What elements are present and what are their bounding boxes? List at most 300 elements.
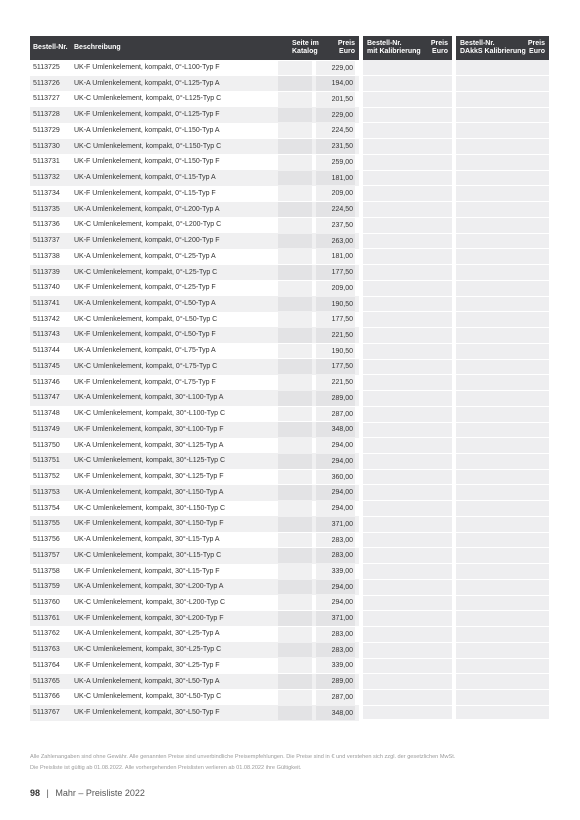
row-divider bbox=[456, 359, 549, 360]
preis-cell: 348,00 bbox=[316, 706, 355, 721]
beschreibung-cell: UK-F Umlenkelement, kompakt, 30°-L150-Typ F bbox=[74, 520, 224, 528]
bestell-nr-cell: 5113726 bbox=[33, 79, 60, 87]
beschreibung-cell: UK-A Umlenkelement, kompakt, 0°-L125-Typ A bbox=[74, 79, 220, 87]
seite-cell bbox=[278, 501, 312, 516]
row-divider bbox=[456, 437, 549, 438]
row-divider bbox=[456, 138, 549, 139]
seite-cell bbox=[278, 218, 312, 233]
bestell-nr-cell: 5113765 bbox=[33, 677, 60, 685]
table-header-dakks bbox=[456, 36, 549, 60]
bestell-nr-cell: 5113727 bbox=[33, 95, 60, 103]
beschreibung-cell: UK-C Umlenkelement, kompakt, 0°-L25-Typ C bbox=[74, 268, 218, 276]
row-divider bbox=[363, 264, 452, 265]
header-seite-im-katalog: Seite im Katalog bbox=[292, 40, 319, 55]
beschreibung-cell: UK-C Umlenkelement, kompakt, 30°-L25-Typ C bbox=[74, 646, 222, 654]
table-row bbox=[30, 564, 359, 580]
bestell-nr-cell: 5113740 bbox=[33, 284, 60, 292]
beschreibung-cell: UK-F Umlenkelement, kompakt, 30°-L125-Typ F bbox=[74, 473, 224, 481]
row-divider bbox=[363, 107, 452, 108]
preis-cell: 224,50 bbox=[316, 202, 355, 217]
row-divider bbox=[456, 390, 549, 391]
beschreibung-cell: UK-F Umlenkelement, kompakt, 0°-L25-Typ F bbox=[74, 284, 216, 292]
table-row bbox=[30, 217, 359, 233]
table-row bbox=[30, 438, 359, 454]
page-number: 98 bbox=[30, 788, 41, 798]
row-divider bbox=[456, 547, 549, 548]
beschreibung-cell: UK-C Umlenkelement, kompakt, 0°-L50-Typ C bbox=[74, 315, 218, 323]
table-row bbox=[30, 611, 359, 627]
bestell-nr-cell: 5113734 bbox=[33, 189, 60, 197]
beschreibung-cell: UK-F Umlenkelement, kompakt, 30°-L15-Typ F bbox=[74, 567, 220, 575]
preis-cell: 289,00 bbox=[316, 674, 355, 689]
table-row bbox=[30, 422, 359, 438]
row-divider bbox=[363, 484, 452, 485]
table-row bbox=[30, 485, 359, 501]
beschreibung-cell: UK-C Umlenkelement, kompakt, 30°-L200-Typ C bbox=[74, 598, 226, 606]
seite-cell bbox=[278, 108, 312, 123]
beschreibung-cell: UK-A Umlenkelement, kompakt, 0°-L75-Typ A bbox=[74, 347, 216, 355]
row-divider bbox=[363, 516, 452, 517]
beschreibung-cell: UK-F Umlenkelement, kompakt, 30°-L200-Typ F bbox=[74, 614, 224, 622]
preis-cell: 294,00 bbox=[316, 595, 355, 610]
table-row bbox=[30, 658, 359, 674]
bestell-nr-cell: 5113762 bbox=[33, 630, 60, 638]
row-divider bbox=[456, 689, 549, 690]
seite-cell bbox=[278, 297, 312, 312]
seite-cell bbox=[278, 202, 312, 217]
table-row bbox=[30, 453, 359, 469]
row-divider bbox=[363, 626, 452, 627]
bestell-nr-cell: 5113759 bbox=[33, 583, 60, 591]
beschreibung-cell: UK-C Umlenkelement, kompakt, 30°-L150-Typ C bbox=[74, 504, 226, 512]
table-row bbox=[30, 406, 359, 422]
row-divider bbox=[363, 453, 452, 454]
seite-cell bbox=[278, 485, 312, 500]
row-divider bbox=[363, 91, 452, 92]
bestell-nr-cell: 5113758 bbox=[33, 567, 60, 575]
preis-cell: 371,00 bbox=[316, 611, 355, 626]
table-row bbox=[30, 249, 359, 265]
header-bestell-nr-kalibrierung: Bestell-Nr. mit Kalibrierung bbox=[367, 40, 421, 55]
seite-cell bbox=[278, 61, 312, 76]
seite-cell bbox=[278, 312, 312, 327]
seite-cell bbox=[278, 328, 312, 343]
row-divider bbox=[456, 532, 549, 533]
preis-cell: 283,00 bbox=[316, 533, 355, 548]
row-divider bbox=[456, 484, 549, 485]
bestell-nr-cell: 5113731 bbox=[33, 158, 60, 166]
table-row bbox=[30, 76, 359, 92]
header-bestell-nr: Bestell-Nr. bbox=[33, 44, 68, 51]
row-divider bbox=[456, 374, 549, 375]
table-row bbox=[30, 359, 359, 375]
row-divider bbox=[363, 689, 452, 690]
bestell-nr-cell: 5113746 bbox=[33, 378, 60, 386]
row-divider bbox=[456, 563, 549, 564]
preis-cell: 221,50 bbox=[316, 375, 355, 390]
bestell-nr-cell: 5113766 bbox=[33, 693, 60, 701]
bestell-nr-cell: 5113755 bbox=[33, 520, 60, 528]
beschreibung-cell: UK-A Umlenkelement, kompakt, 30°-L25-Typ A bbox=[74, 630, 220, 638]
preis-cell: 259,00 bbox=[316, 155, 355, 170]
beschreibung-cell: UK-C Umlenkelement, kompakt, 0°-L125-Typ C bbox=[74, 95, 222, 103]
row-divider bbox=[456, 610, 549, 611]
bestell-nr-cell: 5113744 bbox=[33, 347, 60, 355]
beschreibung-cell: UK-A Umlenkelement, kompakt, 0°-L25-Typ A bbox=[74, 252, 216, 260]
row-divider bbox=[363, 406, 452, 407]
seite-cell bbox=[278, 344, 312, 359]
preis-cell: 190,50 bbox=[316, 297, 355, 312]
beschreibung-cell: UK-F Umlenkelement, kompakt, 0°-L50-Typ F bbox=[74, 331, 216, 339]
table-row bbox=[30, 312, 359, 328]
table-row bbox=[30, 91, 359, 107]
table-row bbox=[30, 674, 359, 690]
preis-cell: 287,00 bbox=[316, 407, 355, 422]
table-row bbox=[30, 469, 359, 485]
row-divider bbox=[363, 154, 452, 155]
seite-cell bbox=[278, 391, 312, 406]
bestell-nr-cell: 5113749 bbox=[33, 425, 60, 433]
bestell-nr-cell: 5113742 bbox=[33, 315, 60, 323]
beschreibung-cell: UK-C Umlenkelement, kompakt, 30°-L15-Typ C bbox=[74, 551, 222, 559]
row-divider bbox=[456, 311, 549, 312]
footer-validity: Die Preisliste ist gültig ab 01.08.2022. Alle vorhergehenden Preislisten verlieren ab 01.08.2022 ihre Gültigkeit. bbox=[30, 765, 302, 771]
row-divider bbox=[363, 343, 452, 344]
row-divider bbox=[456, 185, 549, 186]
beschreibung-cell: UK-F Umlenkelement, kompakt, 0°-L125-Typ F bbox=[74, 111, 220, 119]
table-row bbox=[30, 579, 359, 595]
row-divider bbox=[363, 579, 452, 580]
bestell-nr-cell: 5113764 bbox=[33, 661, 60, 669]
preis-cell: 181,00 bbox=[316, 171, 355, 186]
seite-cell bbox=[278, 627, 312, 642]
beschreibung-cell: UK-C Umlenkelement, kompakt, 0°-L75-Typ C bbox=[74, 362, 218, 370]
row-divider bbox=[363, 658, 452, 659]
beschreibung-cell: UK-C Umlenkelement, kompakt, 30°-L125-Typ C bbox=[74, 457, 226, 465]
seite-cell bbox=[278, 470, 312, 485]
preis-cell: 177,50 bbox=[316, 312, 355, 327]
row-divider bbox=[456, 296, 549, 297]
table-row bbox=[30, 595, 359, 611]
header-preis-euro: Preis Euro bbox=[337, 40, 355, 55]
seite-cell bbox=[278, 674, 312, 689]
header-bestell-nr-dakks: Bestell-Nr. DAkkS Kalibrierung bbox=[460, 40, 526, 55]
bestell-nr-cell: 5113737 bbox=[33, 237, 60, 245]
row-divider bbox=[456, 91, 549, 92]
seite-cell bbox=[278, 186, 312, 201]
bestell-nr-cell: 5113736 bbox=[33, 221, 60, 229]
preis-cell: 221,50 bbox=[316, 328, 355, 343]
bestell-nr-cell: 5113757 bbox=[33, 551, 60, 559]
row-divider bbox=[456, 453, 549, 454]
seite-cell bbox=[278, 454, 312, 469]
row-divider bbox=[363, 122, 452, 123]
row-divider bbox=[363, 217, 452, 218]
row-divider bbox=[363, 673, 452, 674]
bestell-nr-cell: 5113745 bbox=[33, 362, 60, 370]
preis-cell: 339,00 bbox=[316, 564, 355, 579]
seite-cell bbox=[278, 249, 312, 264]
dakks-column bbox=[456, 60, 549, 719]
bestell-nr-cell: 5113753 bbox=[33, 488, 60, 496]
preis-cell: 289,00 bbox=[316, 391, 355, 406]
row-divider bbox=[456, 280, 549, 281]
table-row bbox=[30, 154, 359, 170]
table-row bbox=[30, 296, 359, 312]
table-row bbox=[30, 123, 359, 139]
table-row bbox=[30, 280, 359, 296]
seite-cell bbox=[278, 533, 312, 548]
row-divider bbox=[363, 138, 452, 139]
row-divider bbox=[456, 343, 549, 344]
row-divider bbox=[363, 75, 452, 76]
bestell-nr-cell: 5113743 bbox=[33, 331, 60, 339]
bestell-nr-cell: 5113729 bbox=[33, 126, 60, 134]
beschreibung-cell: UK-C Umlenkelement, kompakt, 30°-L50-Typ C bbox=[74, 693, 222, 701]
header-beschreibung: Beschreibung bbox=[74, 44, 121, 51]
seite-cell bbox=[278, 92, 312, 107]
preis-cell: 263,00 bbox=[316, 234, 355, 249]
bestell-nr-cell: 5113767 bbox=[33, 709, 60, 717]
bestell-nr-cell: 5113739 bbox=[33, 268, 60, 276]
preis-cell: 190,50 bbox=[316, 344, 355, 359]
table-row bbox=[30, 343, 359, 359]
beschreibung-cell: UK-C Umlenkelement, kompakt, 0°-L200-Typ C bbox=[74, 221, 222, 229]
header-preis-euro-dakks: Preis Euro bbox=[527, 40, 545, 55]
row-divider bbox=[456, 327, 549, 328]
table-row bbox=[30, 265, 359, 281]
table-row bbox=[30, 170, 359, 186]
row-divider bbox=[363, 563, 452, 564]
bestell-nr-cell: 5113741 bbox=[33, 300, 60, 308]
row-divider bbox=[456, 170, 549, 171]
row-divider bbox=[456, 233, 549, 234]
preis-cell: 177,50 bbox=[316, 265, 355, 280]
row-divider bbox=[363, 327, 452, 328]
seite-cell bbox=[278, 375, 312, 390]
table-row bbox=[30, 327, 359, 343]
preis-cell: 209,00 bbox=[316, 186, 355, 201]
row-divider bbox=[363, 390, 452, 391]
preis-cell: 287,00 bbox=[316, 690, 355, 705]
row-divider bbox=[363, 705, 452, 706]
table-row bbox=[30, 532, 359, 548]
beschreibung-cell: UK-F Umlenkelement, kompakt, 30°-L50-Typ F bbox=[74, 709, 220, 717]
preis-cell: 339,00 bbox=[316, 658, 355, 673]
row-divider bbox=[363, 248, 452, 249]
preis-cell: 229,00 bbox=[316, 61, 355, 76]
row-divider bbox=[363, 610, 452, 611]
beschreibung-cell: UK-F Umlenkelement, kompakt, 0°-L150-Typ F bbox=[74, 158, 220, 166]
beschreibung-cell: UK-A Umlenkelement, kompakt, 30°-L100-Typ A bbox=[74, 394, 224, 402]
beschreibung-cell: UK-C Umlenkelement, kompakt, 0°-L150-Typ C bbox=[74, 142, 222, 150]
beschreibung-cell: UK-A Umlenkelement, kompakt, 30°-L50-Typ A bbox=[74, 677, 220, 685]
beschreibung-cell: UK-C Umlenkelement, kompakt, 30°-L100-Typ C bbox=[74, 410, 226, 418]
beschreibung-cell: UK-A Umlenkelement, kompakt, 0°-L200-Typ A bbox=[74, 205, 220, 213]
row-divider bbox=[456, 75, 549, 76]
row-divider bbox=[456, 248, 549, 249]
footer-separator: | bbox=[46, 788, 49, 798]
seite-cell bbox=[278, 171, 312, 186]
preis-cell: 371,00 bbox=[316, 517, 355, 532]
table-header-kalibrierung bbox=[363, 36, 452, 60]
seite-cell bbox=[278, 407, 312, 422]
table-row bbox=[30, 60, 359, 76]
preis-cell: 294,00 bbox=[316, 485, 355, 500]
bestell-nr-cell: 5113754 bbox=[33, 504, 60, 512]
preis-cell: 201,50 bbox=[316, 92, 355, 107]
beschreibung-cell: UK-F Umlenkelement, kompakt, 30°-L100-Typ F bbox=[74, 425, 224, 433]
preis-cell: 348,00 bbox=[316, 422, 355, 437]
row-divider bbox=[456, 422, 549, 423]
row-divider bbox=[456, 107, 549, 108]
row-divider bbox=[363, 359, 452, 360]
table-row bbox=[30, 233, 359, 249]
seite-cell bbox=[278, 281, 312, 296]
table-row bbox=[30, 689, 359, 705]
price-table-body bbox=[30, 60, 359, 721]
preis-cell: 237,50 bbox=[316, 218, 355, 233]
seite-cell bbox=[278, 265, 312, 280]
row-divider bbox=[363, 201, 452, 202]
preis-cell: 294,00 bbox=[316, 580, 355, 595]
seite-cell bbox=[278, 76, 312, 91]
preis-cell: 229,00 bbox=[316, 108, 355, 123]
table-row bbox=[30, 202, 359, 218]
row-divider bbox=[363, 469, 452, 470]
bestell-nr-cell: 5113725 bbox=[33, 64, 60, 71]
row-divider bbox=[456, 469, 549, 470]
seite-cell bbox=[278, 643, 312, 658]
seite-cell bbox=[278, 706, 312, 721]
beschreibung-cell: UK-F Umlenkelement, kompakt, 0°-L200-Typ F bbox=[74, 237, 220, 245]
table-header-main bbox=[30, 36, 359, 60]
table-row bbox=[30, 516, 359, 532]
bestell-nr-cell: 5113738 bbox=[33, 252, 60, 260]
row-divider bbox=[456, 595, 549, 596]
seite-cell bbox=[278, 690, 312, 705]
preis-cell: 181,00 bbox=[316, 249, 355, 264]
table-row bbox=[30, 186, 359, 202]
bestell-nr-cell: 5113760 bbox=[33, 598, 60, 606]
row-divider bbox=[363, 296, 452, 297]
preis-cell: 177,50 bbox=[316, 359, 355, 374]
bestell-nr-cell: 5113761 bbox=[33, 614, 60, 622]
header-preis-euro-kalibrierung: Preis Euro bbox=[430, 40, 448, 55]
beschreibung-cell: UK-A Umlenkelement, kompakt, 0°-L150-Typ A bbox=[74, 126, 220, 134]
preis-cell: 209,00 bbox=[316, 281, 355, 296]
row-divider bbox=[363, 595, 452, 596]
seite-cell bbox=[278, 595, 312, 610]
row-divider bbox=[456, 642, 549, 643]
preis-cell: 231,50 bbox=[316, 139, 355, 154]
row-divider bbox=[456, 658, 549, 659]
seite-cell bbox=[278, 548, 312, 563]
beschreibung-cell: UK-A Umlenkelement, kompakt, 0°-L15-Typ A bbox=[74, 174, 216, 182]
row-divider bbox=[456, 154, 549, 155]
row-divider bbox=[363, 532, 452, 533]
preis-cell: 360,00 bbox=[316, 470, 355, 485]
row-divider bbox=[456, 264, 549, 265]
table-row bbox=[30, 501, 359, 517]
bestell-nr-cell: 5113763 bbox=[33, 646, 60, 654]
bestell-nr-cell: 5113747 bbox=[33, 394, 60, 402]
preis-cell: 283,00 bbox=[316, 627, 355, 642]
seite-cell bbox=[278, 517, 312, 532]
bestell-nr-cell: 5113728 bbox=[33, 111, 60, 119]
row-divider bbox=[363, 374, 452, 375]
row-divider bbox=[456, 500, 549, 501]
row-divider bbox=[456, 217, 549, 218]
beschreibung-cell: UK-F Umlenkelement, kompakt, 0°-L100-Typ F bbox=[74, 64, 220, 71]
beschreibung-cell: UK-F Umlenkelement, kompakt, 0°-L15-Typ F bbox=[74, 189, 216, 197]
bestell-nr-cell: 5113751 bbox=[33, 457, 60, 465]
row-divider bbox=[456, 406, 549, 407]
row-divider bbox=[456, 516, 549, 517]
bestell-nr-cell: 5113732 bbox=[33, 174, 60, 182]
row-divider bbox=[456, 626, 549, 627]
row-divider bbox=[363, 422, 452, 423]
preis-cell: 294,00 bbox=[316, 454, 355, 469]
row-divider bbox=[456, 705, 549, 706]
row-divider bbox=[363, 437, 452, 438]
kalibrierung-column bbox=[363, 60, 452, 719]
table-row bbox=[30, 139, 359, 155]
table-row bbox=[30, 375, 359, 391]
table-row bbox=[30, 548, 359, 564]
row-divider bbox=[363, 311, 452, 312]
beschreibung-cell: UK-A Umlenkelement, kompakt, 30°-L15-Typ A bbox=[74, 536, 220, 544]
beschreibung-cell: UK-A Umlenkelement, kompakt, 30°-L125-Typ A bbox=[74, 441, 224, 449]
beschreibung-cell: UK-F Umlenkelement, kompakt, 30°-L25-Typ F bbox=[74, 661, 220, 669]
table-row bbox=[30, 626, 359, 642]
bestell-nr-cell: 5113750 bbox=[33, 441, 60, 449]
row-divider bbox=[363, 500, 452, 501]
seite-cell bbox=[278, 438, 312, 453]
preis-cell: 283,00 bbox=[316, 548, 355, 563]
table-row bbox=[30, 107, 359, 123]
table-row bbox=[30, 642, 359, 658]
beschreibung-cell: UK-A Umlenkelement, kompakt, 30°-L200-Typ A bbox=[74, 583, 224, 591]
preis-cell: 294,00 bbox=[316, 438, 355, 453]
row-divider bbox=[456, 201, 549, 202]
bestell-nr-cell: 5113756 bbox=[33, 536, 60, 544]
row-divider bbox=[363, 642, 452, 643]
preis-cell: 194,00 bbox=[316, 76, 355, 91]
footer-disclaimer: Alle Zahlenangaben sind ohne Gewähr. Alle genannten Preise sind unverbindliche Preisempfehlungen. Die Preise sind in € und verstehen sich zzgl. der gesetzlichen MwSt. bbox=[30, 754, 456, 760]
preis-cell: 294,00 bbox=[316, 501, 355, 516]
page-footer bbox=[30, 788, 145, 798]
row-divider bbox=[363, 185, 452, 186]
beschreibung-cell: UK-A Umlenkelement, kompakt, 30°-L150-Typ A bbox=[74, 488, 224, 496]
seite-cell bbox=[278, 611, 312, 626]
row-divider bbox=[363, 280, 452, 281]
row-divider bbox=[363, 233, 452, 234]
row-divider bbox=[363, 170, 452, 171]
table-row bbox=[30, 390, 359, 406]
seite-cell bbox=[278, 139, 312, 154]
row-divider bbox=[456, 122, 549, 123]
table-row bbox=[30, 705, 359, 721]
beschreibung-cell: UK-F Umlenkelement, kompakt, 0°-L75-Typ F bbox=[74, 378, 216, 386]
seite-cell bbox=[278, 564, 312, 579]
bestell-nr-cell: 5113730 bbox=[33, 142, 60, 150]
seite-cell bbox=[278, 359, 312, 374]
preis-cell: 224,50 bbox=[316, 123, 355, 138]
seite-cell bbox=[278, 155, 312, 170]
bestell-nr-cell: 5113752 bbox=[33, 473, 60, 481]
seite-cell bbox=[278, 123, 312, 138]
